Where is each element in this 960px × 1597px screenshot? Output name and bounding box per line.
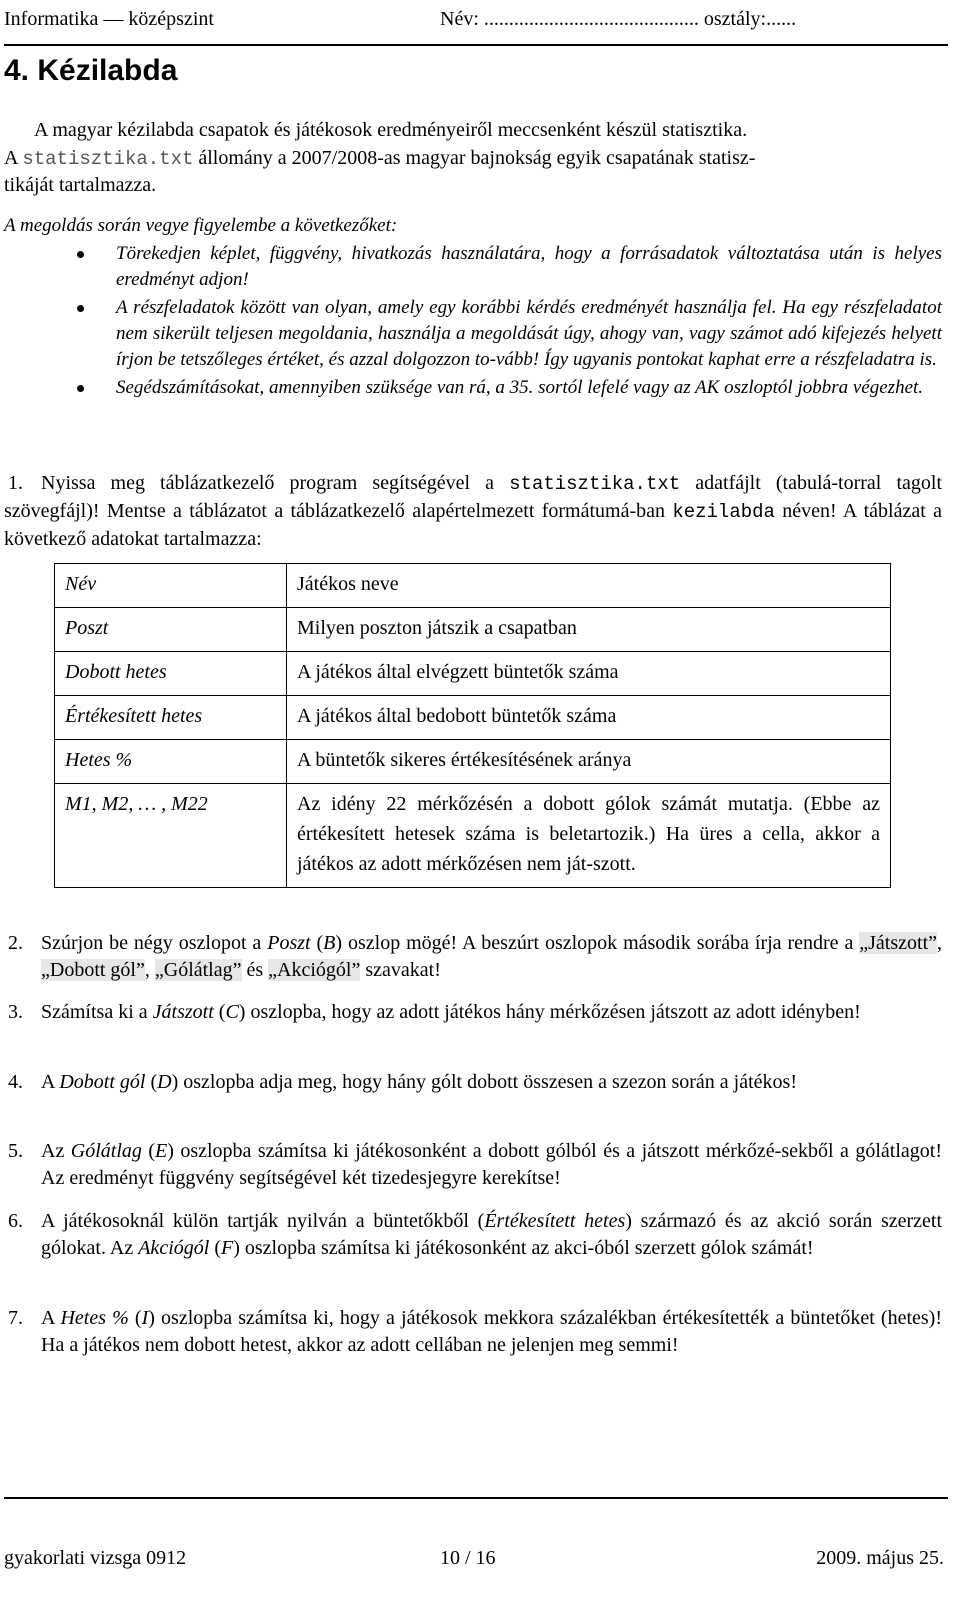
task-1-text-c: néven! A táblázat a következő adatokat tartalmazza:: [4, 500, 942, 550]
footer-date: 2009. május 25.: [816, 1547, 944, 1569]
task-3-text: [41, 999, 942, 1026]
task-3-text-a: Számítsa ki a: [41, 1001, 153, 1023]
header-right: Név: ........................................... osztály:......: [440, 8, 797, 30]
field-desc: Milyen poszton játszik a csapatban: [287, 608, 891, 652]
task-3-text-c: ) oszlopba, hogy az adott játékos hány mérkőzésen játszott az adott idényben!: [238, 1001, 861, 1023]
intro-text-2a: A: [4, 147, 23, 169]
task-5-text: [41, 1138, 942, 1192]
intro-text-2b: állomány a 2007/2008-as magyar bajnokság egyik csapatának statisz-: [193, 147, 756, 169]
header-left: Informatika — középszint: [4, 8, 214, 30]
task-4-column: D: [157, 1071, 172, 1093]
note-text-2: A részfeladatok között van olyan, amely egy korábbi kérdés eredményét használja fel. Ha egy részfeladatot nem sikerült teljesen megoldania, használja a megoldását úgy, ahogy van, vagy számot adó kifejezés helyett írjon be tetszőleges értéket, és azzal dolgozzon to-vább! Így ugyanis pontokat kaphat erre a részfeladatra is.: [116, 297, 942, 370]
task-1: [4, 470, 942, 553]
task-5-column: E: [155, 1140, 168, 1162]
field-desc: A játékos által elvégzett büntetők száma: [287, 652, 891, 696]
task-3: [4, 999, 942, 1026]
task-5-term: Gólátlag: [70, 1140, 142, 1162]
bullet-icon: [77, 305, 84, 312]
task-7-text-a: A: [41, 1307, 61, 1329]
task-2-column: B: [323, 932, 336, 954]
task-3-column: C: [225, 1001, 239, 1023]
task-number: 3.: [8, 1001, 23, 1023]
task-2-word-4: „Akciógól”: [268, 959, 361, 981]
notes-heading: A megoldás során vegye figyelembe a következőket:: [4, 215, 398, 236]
note-text-1: Törekedjen képlet, függvény, hivatkozás használatára, hogy a forrásadatok változtatása után is helyes eredményt adjon!: [116, 243, 942, 290]
task-6-text-c: (: [209, 1237, 221, 1259]
task-1-savename: kezilabda: [672, 501, 775, 523]
task-2-sep-2: ,: [144, 959, 155, 981]
task-5: [4, 1138, 942, 1192]
intro-filename: statisztika.txt: [22, 148, 194, 170]
task-3-text-b: (: [213, 1001, 226, 1023]
task-7-column: I: [141, 1307, 149, 1329]
task-4-text-a: A: [41, 1071, 60, 1093]
field-key: Név: [55, 564, 287, 608]
task-2-term: Poszt: [267, 932, 311, 954]
page-title: 4. Kézilabda: [4, 54, 178, 87]
note-item: [4, 241, 942, 293]
task-7: [4, 1305, 942, 1359]
fields-table: [54, 563, 891, 888]
task-7-term: Hetes %: [60, 1307, 129, 1329]
task-7-text-b: (: [128, 1307, 142, 1329]
table-row: [55, 784, 891, 888]
task-4-text-c: ) oszlopba adja meg, hogy hány gólt dobott összesen a szezon során a játékos!: [171, 1071, 797, 1093]
field-desc: A büntetők sikeres értékesítésének aránya: [287, 740, 891, 784]
field-key: M1, M2, … , M22: [55, 784, 287, 888]
task-4: [4, 1069, 942, 1096]
task-number: 6.: [8, 1210, 23, 1232]
task-6-text-a: A játékosoknál külön tartják nyilván a büntetőkből (: [41, 1210, 485, 1232]
table-row: [55, 608, 891, 652]
note-text-3: Segédszámításokat, amennyiben szüksége van rá, a 35. sortól lefelé vagy az AK oszloptól jobbra végezhet.: [116, 377, 924, 398]
field-desc: Az idény 22 mérkőzésén a dobott gólok számát mutatja. (Ebbe az értékesített hetesek száma is beletartozik.) Ha üres a cella, akkor a játékos az adott mérkőzésen nem ját-szott.: [287, 784, 891, 888]
task-3-term: Játszott: [152, 1001, 214, 1023]
table-row: [55, 696, 891, 740]
task-1-filename: statisztika.txt: [509, 473, 681, 495]
intro-line-1: [4, 117, 942, 144]
footer-page: 10 / 16: [440, 1547, 496, 1569]
table-row: [55, 740, 891, 784]
field-key: Hetes %: [55, 740, 287, 784]
task-2-text-b: (: [310, 932, 324, 954]
table-row: [55, 564, 891, 608]
task-6-column: F: [220, 1237, 234, 1259]
header-rule: [4, 44, 948, 46]
field-desc: Játékos neve: [287, 564, 891, 608]
intro-text-1: A magyar kézilabda csapatok és játékosok eredményeiről meccsenként készül statisztika.: [34, 119, 748, 141]
task-2-word-2: „Dobott gól”: [41, 959, 145, 981]
task-2-text-d: szavakat!: [360, 959, 441, 981]
task-5-text-b: (: [141, 1140, 156, 1162]
task-6-text-d: ) oszlopba számítsa ki játékosonként az akci-óból szerzett gólok számát!: [233, 1237, 814, 1259]
intro-line-2: [4, 145, 942, 173]
bullet-icon: [77, 251, 84, 258]
field-desc: A játékos által bedobott büntetők száma: [287, 696, 891, 740]
table-row: [55, 652, 891, 696]
task-4-term: Dobott gól: [59, 1071, 146, 1093]
task-number: 7.: [8, 1307, 23, 1329]
note-item: [4, 295, 942, 373]
notes-list: [4, 241, 942, 403]
field-key: Poszt: [55, 608, 287, 652]
task-2-sep-3: és: [241, 959, 269, 981]
task-7-text-c: ) oszlopba számítsa ki, hogy a játékosok mekkora százalékban értékesítették a büntetőket (hetes)! Ha a játékos nem dobott hetest, akkor az adott cellában ne jelenjen meg semmi!: [41, 1307, 943, 1356]
task-number: 1.: [8, 472, 23, 494]
field-key: Dobott hetes: [55, 652, 287, 696]
task-5-text-c: ) oszlopba számítsa ki játékosonként a dobott gólból és a játszott mérkőzé-sekből a gólátlagot! Az eredményt függvény segítségével két tizedesjegyre kerekítse!: [41, 1140, 942, 1189]
task-6-text: [41, 1208, 942, 1262]
task-2-text-a: Szúrjon be négy oszlopot a: [41, 932, 268, 954]
intro-text-3: tikáját tartalmazza.: [4, 174, 157, 196]
field-key: Értékesített hetes: [55, 696, 287, 740]
task-number: 4.: [8, 1071, 23, 1093]
task-6-term-1: Értékesített hetes: [484, 1210, 626, 1232]
task-5-text-a: Az: [41, 1140, 71, 1162]
task-6: [4, 1208, 942, 1262]
footer-rule: [4, 1497, 948, 1499]
task-6-term-2: Akciógól: [138, 1237, 210, 1259]
footer-left: gyakorlati vizsga 0912: [4, 1547, 187, 1569]
task-number: 5.: [8, 1140, 23, 1162]
task-1-text-b: adatfájlt (tabulá-torral tagolt szövegfájl)! Mentse a táblázatot a táblázatkezelő alapértelmezett formátumá-ban: [4, 472, 942, 522]
task-1-text-a: Nyissa meg táblázatkezelő program segítségével a: [41, 472, 510, 494]
task-2-sep-1: ,: [937, 932, 943, 954]
task-number: 2.: [8, 932, 23, 954]
bullet-icon: [77, 385, 84, 392]
task-4-text-b: (: [145, 1071, 158, 1093]
task-2-word-3: „Gólátlag”: [154, 959, 242, 981]
task-1-text: [4, 470, 942, 553]
task-4-text: [41, 1069, 942, 1096]
note-item: [4, 375, 942, 401]
intro-line-3: [4, 172, 942, 199]
task-2-text-c: ) oszlop mögé! A beszúrt oszlopok második sorába írja rendre a: [335, 932, 860, 954]
task-2: [4, 930, 942, 984]
task-2-text: [41, 930, 942, 984]
task-6-text-b: ) származó és az akció során szerzett gólokat. Az: [41, 1210, 943, 1259]
task-2-word-1: „Játszott”: [859, 932, 938, 954]
task-7-text: [41, 1305, 942, 1359]
